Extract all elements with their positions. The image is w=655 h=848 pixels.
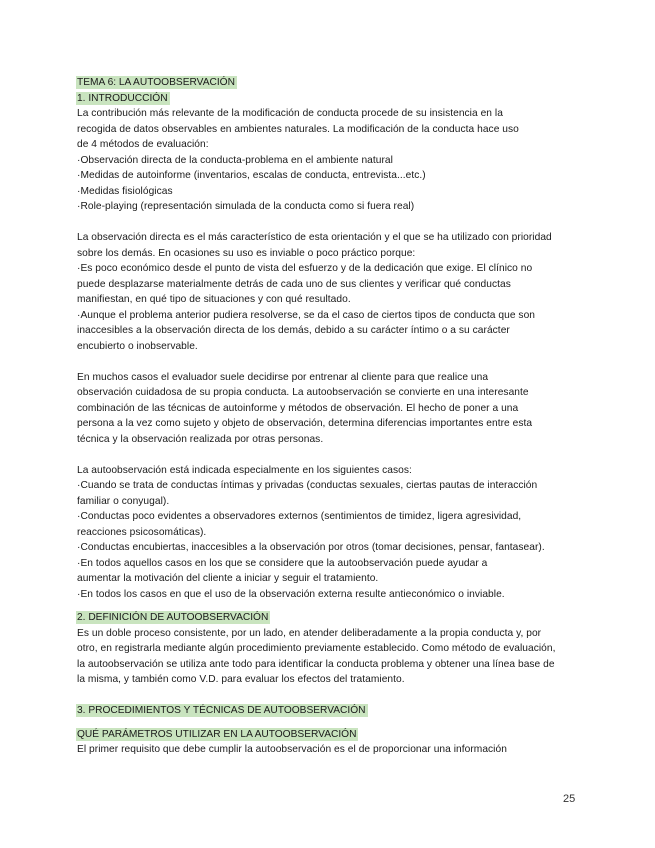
text-line: reacciones psicosomáticas). <box>77 526 207 538</box>
text-line: la autoobservación se utiliza ante todo para identificar la conducta problema y obtener una línea base de <box>77 658 555 670</box>
text-line: aumentar la motivación del cliente a iniciar y seguir el tratamiento. <box>77 573 379 584</box>
bullet-item: ·En todos los casos en que el uso de la observación externa resulte antieconómico o inviable. <box>77 588 505 600</box>
paragraph-gap <box>77 447 582 463</box>
paragraph-gap <box>77 354 582 370</box>
bullet-item: ·Observación directa de la conducta-problema en el ambiente natural <box>77 154 393 166</box>
paragraph-gap <box>77 215 582 231</box>
text-line: La observación directa es el más característico de esta orientación y el que se ha utilizado con prioridad <box>77 232 552 243</box>
bullet-item: ·Cuando se trata de conductas íntimas y privadas (conductas sexuales, ciertas pautas de interacción <box>77 480 538 491</box>
text-line: la misma, y también como V.D. para evaluar los efectos del tratamiento. <box>77 674 405 685</box>
section-3-heading <box>77 703 582 719</box>
text-line: La contribución más relevante de la modificación de conducta procede de su insistencia en la <box>77 108 503 119</box>
text-line: inaccesibles a la observación directa de los demás, debido a su carácter íntimo o a su carácter <box>77 325 510 336</box>
section-2-paragraph-1 <box>77 626 582 688</box>
document-title <box>77 75 582 91</box>
paragraph-gap <box>77 719 582 727</box>
text-line: sobre los demás. En ocasiones su uso es inviable o poco práctico porque: <box>77 247 416 259</box>
text-line: La autoobservación está indicada especialmente en los siguientes casos: <box>77 464 412 476</box>
text-line: técnica y la observación realizada por otras personas. <box>77 433 324 445</box>
paragraph-gap <box>77 688 582 704</box>
section-3-subheading-text: QUÉ PARÁMETROS UTILIZAR EN LA AUTOOBSERVACIÓN <box>77 728 357 740</box>
section-3-paragraph-1 <box>77 742 582 758</box>
text-line: El primer requisito que debe cumplir la autoobservación es el de proporcionar una información <box>77 744 507 755</box>
bullet-item: ·Role-playing (representación simulada de la conducta como si fuera real) <box>77 201 415 212</box>
bullet-item: ·Conductas encubiertas, inaccesibles a la observación por otros (tomar decisiones, pensar, fantasear). <box>77 542 545 553</box>
bullet-item: ·Medidas fisiológicas <box>77 185 173 197</box>
bullet-item: ·Aunque el problema anterior pudiera resolverse, se da el caso de ciertos tipos de conducta que son <box>77 309 535 321</box>
bullet-item: ·En todos aquellos casos en los que se considere que la autoobservación puede ayudar a <box>77 557 488 569</box>
text-line: Es un doble proceso consistente, por un lado, en atender deliberadamente a la propia conducta y, por <box>77 627 542 639</box>
text-line: observación cuidadosa de su propia conducta. La autoobservación se convierte en una interesante <box>77 387 529 398</box>
section-3-subheading <box>77 727 582 743</box>
section-2-heading-text: 2. DEFINICIÓN DE AUTOOBSERVACIÓN <box>77 612 269 623</box>
bullet-item: ·Conductas poco evidentes a observadores externos (sentimientos de timidez, ligera agresividad, <box>77 511 522 522</box>
section-1-heading-text: 1. INTRODUCCIÓN <box>77 92 168 104</box>
bullet-item: ·Es poco económico desde el punto de vista del esfuerzo y de la dedicación que exige. El clínico no <box>77 263 533 274</box>
text-line: otro, en registrarla mediante algún procedimiento previamente establecido. Como método de evaluación, <box>77 643 556 654</box>
paragraph-gap <box>77 602 582 610</box>
text-line: encubierto o inobservable. <box>77 340 198 352</box>
section-3-heading-text: 3. PROCEDIMIENTOS Y TÉCNICAS DE AUTOOBSERVACIÓN <box>77 705 366 716</box>
section-1-paragraph-2 <box>77 230 582 354</box>
text-line: manifiestan, en qué tipo de situaciones y con qué resultado. <box>77 294 351 305</box>
document-title-text: TEMA 6: LA AUTOOBSERVACIÓN <box>77 77 235 88</box>
page-number: 25 <box>563 793 576 805</box>
bullet-item: ·Medidas de autoinforme (inventarios, escalas de conducta, entrevista...etc.) <box>77 170 426 181</box>
section-1-paragraph-3 <box>77 370 582 448</box>
text-line: puede desplazarse materialmente detrás de cada uno de sus clientes y verificar qué conductas <box>77 278 511 290</box>
section-1-paragraph-4 <box>77 463 582 603</box>
text-line: de 4 métodos de evaluación: <box>77 139 209 150</box>
section-1-heading <box>77 91 582 107</box>
text-line: recogida de datos observables en ambientes naturales. La modificación de la conducta hace uso <box>77 123 519 135</box>
section-1-paragraph-1 <box>77 106 582 215</box>
text-line: En muchos casos el evaluador suele decidirse por entrenar al cliente para que realice una <box>77 371 489 383</box>
text-line: persona a la vez como sujeto y objeto de observación, determina diferencias importantes entre esta <box>77 418 533 429</box>
section-2-heading <box>77 610 582 626</box>
text-line: familiar o conyugal). <box>77 495 170 507</box>
document-content <box>77 75 582 758</box>
text-line: combinación de las técnicas de autoinforme y métodos de observación. El hecho de poner a una <box>77 402 519 414</box>
